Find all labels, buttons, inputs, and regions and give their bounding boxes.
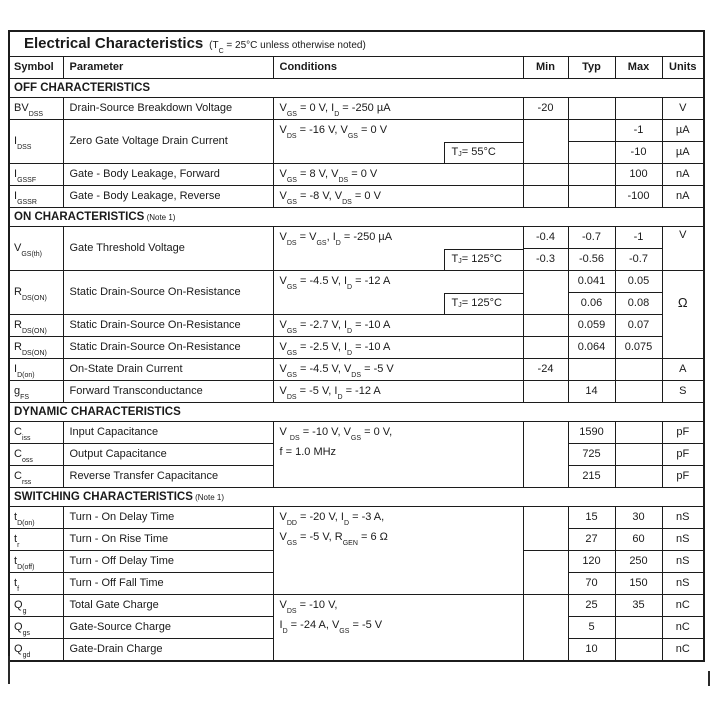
- condition-line: $V_{DS} = -16$ V, $V_{GS} = 0$ V: [279, 124, 388, 141]
- min-cell: [523, 271, 568, 315]
- typ-cell: 25: [568, 595, 615, 617]
- symbol-cell: $t_{D(on)}$: [9, 507, 63, 529]
- typ-cell: 0.041: [568, 271, 615, 293]
- symbol-cell: $I_{GSSR}$: [9, 186, 63, 208]
- datasheet-page: [8, 30, 705, 662]
- parameter-cell: Drain-Source Breakdown Voltage: [63, 98, 273, 120]
- max-cell: -1: [615, 120, 662, 142]
- section-title: OFF CHARACTERISTICS: [14, 81, 151, 94]
- symbol-cell: $I_{DSS}$: [9, 120, 63, 164]
- parameter-cell: Turn - On Rise Time: [63, 529, 273, 551]
- typ-cell: 1590: [568, 422, 615, 444]
- units-cell: V: [662, 98, 704, 120]
- condition-line: $I_D = -24$ A, $V_{GS} = -5$ V: [279, 619, 383, 636]
- parameter-cell: On-State Drain Current: [63, 359, 273, 381]
- table-row: [9, 337, 704, 359]
- conditions-cell: [273, 422, 523, 488]
- table-row: [9, 271, 704, 293]
- min-cell: [523, 164, 568, 186]
- max-cell: 100: [615, 164, 662, 186]
- page-title: Electrical Characteristics: [24, 35, 204, 53]
- section-header-cell: [9, 403, 704, 422]
- min-cell: -0.3: [523, 249, 568, 271]
- units-cell: nS: [662, 573, 704, 595]
- condition-line: $V_{GS} = -8$ V, $V_{DS} = 0$ V: [279, 190, 381, 207]
- symbol-cell: $V_{GS(th)}$: [9, 227, 63, 271]
- condition-line: $V_{DS} = V_{GS}$, $I_D = -250$ µA: [279, 231, 393, 248]
- conditions-cell: [273, 120, 523, 164]
- condition-line: $V_{GS} = -2.5$ V, $I_D = -10$ A: [279, 341, 391, 358]
- condition-line: $V_{GS} = 8$ V, $V_{DS} = 0$ V: [279, 168, 378, 185]
- min-cell: [523, 422, 568, 488]
- max-cell: [615, 98, 662, 120]
- column-header-conditions: Conditions: [273, 57, 523, 79]
- max-cell: -10: [615, 142, 662, 164]
- typ-cell: -0.7: [568, 227, 615, 249]
- typ-cell: 0.064: [568, 337, 615, 359]
- parameter-cell: Total Gate Charge: [63, 595, 273, 617]
- symbol-cell: $t_r$: [9, 529, 63, 551]
- typ-cell: 120: [568, 551, 615, 573]
- symbol-cell: $R_{DS(ON)}$: [9, 337, 63, 359]
- max-cell: 60: [615, 529, 662, 551]
- column-header-row: [9, 57, 704, 79]
- condition-line: $V_{GS} = -5$ V, $R_{GEN} = 6$ Ω: [279, 531, 388, 548]
- column-header-min: Min: [523, 57, 568, 79]
- max-cell: -0.7: [615, 249, 662, 271]
- symbol-cell: $I_{D(on)}$: [9, 359, 63, 381]
- min-cell: [523, 315, 568, 337]
- condition-line: $V_{GS} = -2.7$ V, $I_D = -10$ A: [279, 319, 391, 336]
- units-cell: nA: [662, 186, 704, 208]
- table-title-row: [9, 31, 704, 57]
- section-title: SWITCHING CHARACTERISTICS: [14, 490, 193, 503]
- units-cell: nS: [662, 507, 704, 529]
- section-header-cell: [9, 79, 704, 98]
- symbol-cell: $R_{DS(ON)}$: [9, 271, 63, 315]
- typ-cell: 70: [568, 573, 615, 595]
- units-cell: µA: [662, 142, 704, 164]
- parameter-cell: Static Drain-Source On-Resistance: [63, 271, 273, 315]
- max-cell: 0.08: [615, 293, 662, 315]
- conditions-cell: [273, 164, 523, 186]
- typ-cell: 0.06: [568, 293, 615, 315]
- page-edge-mark-left: [8, 656, 10, 684]
- units-cell: A: [662, 359, 704, 381]
- units-cell: µA: [662, 120, 704, 142]
- conditions-cell: [273, 98, 523, 120]
- max-cell: 0.075: [615, 337, 662, 359]
- parameter-cell: Gate-Drain Charge: [63, 639, 273, 662]
- table-row: [9, 120, 704, 142]
- section-header-cell: [9, 488, 704, 507]
- symbol-cell: $R_{DS(ON)}$: [9, 315, 63, 337]
- condition-line: f = 1.0 MHz: [279, 446, 337, 458]
- units-cell: nC: [662, 595, 704, 617]
- table-row: [9, 422, 704, 444]
- units-cell: nC: [662, 617, 704, 639]
- conditions-cell: [273, 271, 523, 315]
- symbol-cell: $I_{GSSF}$: [9, 164, 63, 186]
- symbol-cell: $t_f$: [9, 573, 63, 595]
- table-row: [9, 164, 704, 186]
- parameter-cell: Reverse Transfer Capacitance: [63, 466, 273, 488]
- min-cell: [523, 186, 568, 208]
- conditions-cell: [273, 595, 523, 662]
- condition-line: $V_{GS} = -4.5$ V, $V_{DS} = -5$ V: [279, 363, 394, 380]
- sub-condition-box: T $_J$ = 55°C: [444, 142, 523, 163]
- max-cell: [615, 422, 662, 444]
- min-cell: [523, 381, 568, 403]
- column-header-parameter: Parameter: [63, 57, 273, 79]
- conditions-cell: [273, 359, 523, 381]
- max-cell: 150: [615, 573, 662, 595]
- symbol-cell: $C_{iss}$: [9, 422, 63, 444]
- section-title: ON CHARACTERISTICS: [14, 210, 145, 223]
- min-cell: -20: [523, 98, 568, 120]
- conditions-cell: [273, 186, 523, 208]
- title-condition-note: ($T_C = 25^\circ C$ unless otherwise noted): [209, 40, 366, 56]
- max-cell: 35: [615, 595, 662, 617]
- sub-condition-box: T $_J$ = 125°C: [444, 249, 523, 270]
- parameter-cell: Output Capacitance: [63, 444, 273, 466]
- typ-cell: -0.56: [568, 249, 615, 271]
- table-row: [9, 315, 704, 337]
- max-cell: 30: [615, 507, 662, 529]
- max-cell: [615, 639, 662, 662]
- typ-cell: [568, 164, 615, 186]
- condition-line: $V_{GS} = 0$ V, $I_D = -250$ µA: [279, 102, 391, 119]
- symbol-cell: $BV_{DSS}$: [9, 98, 63, 120]
- symbol-cell: $Q_g$: [9, 595, 63, 617]
- typ-cell: [568, 98, 615, 120]
- max-cell: 0.05: [615, 271, 662, 293]
- units-cell: [662, 271, 704, 359]
- conditions-cell: [273, 315, 523, 337]
- electrical-characteristics-table: [8, 30, 705, 662]
- units-cell: nS: [662, 551, 704, 573]
- symbol-cell: $g_{FS}$: [9, 381, 63, 403]
- typ-cell: 215: [568, 466, 615, 488]
- typ-cell: 14: [568, 381, 615, 403]
- typ-cell: [568, 142, 615, 164]
- units-cell: S: [662, 381, 704, 403]
- parameter-cell: Gate-Source Charge: [63, 617, 273, 639]
- ohm-symbol: Ω: [677, 295, 688, 310]
- max-cell: [615, 466, 662, 488]
- parameter-cell: Forward Transconductance: [63, 381, 273, 403]
- typ-cell: [568, 120, 615, 142]
- typ-cell: 5: [568, 617, 615, 639]
- min-cell: [523, 120, 568, 164]
- parameter-cell: Static Drain-Source On-Resistance: [63, 337, 273, 359]
- sub-condition-box: T $_J$ = 125°C: [444, 293, 523, 314]
- typ-cell: 27: [568, 529, 615, 551]
- table-row: [9, 507, 704, 529]
- max-cell: [615, 444, 662, 466]
- section-note: (Note 1): [144, 212, 176, 222]
- min-cell: -24: [523, 359, 568, 381]
- table-row: [9, 186, 704, 208]
- parameter-cell: Turn - Off Fall Time: [63, 573, 273, 595]
- max-cell: -1: [615, 227, 662, 249]
- section-header-row: [9, 403, 704, 422]
- units-cell: nS: [662, 529, 704, 551]
- max-cell: [615, 359, 662, 381]
- section-note: (Note 1): [192, 492, 225, 502]
- parameter-cell: Gate Threshold Voltage: [63, 227, 273, 271]
- condition-line: $V_{GS} = -4.5$ V, $I_D = -12$ A: [279, 275, 391, 292]
- conditions-cell: [273, 337, 523, 359]
- table-row: [9, 381, 704, 403]
- typ-cell: 15: [568, 507, 615, 529]
- condition-line: $V_{DS} = -10$ V,: [279, 599, 338, 616]
- min-cell: [523, 337, 568, 359]
- section-title: DYNAMIC CHARACTERISTICS: [14, 405, 181, 418]
- max-cell: -100: [615, 186, 662, 208]
- min-cell: [523, 595, 568, 662]
- max-cell: [615, 381, 662, 403]
- symbol-cell: $Q_{gd}$: [9, 639, 63, 662]
- typ-cell: [568, 359, 615, 381]
- condition-line: $V_{DS} = -5$ V, $I_D = -12$ A: [279, 385, 381, 402]
- parameter-cell: Input Capacitance: [63, 422, 273, 444]
- parameter-cell: Static Drain-Source On-Resistance: [63, 315, 273, 337]
- section-header-row: [9, 79, 704, 98]
- column-header-typ: Typ: [568, 57, 615, 79]
- units-cell: nA: [662, 164, 704, 186]
- min-cell: -0.4: [523, 227, 568, 249]
- condition-line: $V_{DD} = -20$ V, $I_D = -3$ A,: [279, 511, 385, 528]
- units-cell: nC: [662, 639, 704, 662]
- units-cell: V: [662, 227, 704, 271]
- max-cell: 0.07: [615, 315, 662, 337]
- min-cell: [523, 551, 568, 595]
- column-header-symbol: Symbol: [9, 57, 63, 79]
- column-header-units: Units: [662, 57, 704, 79]
- parameter-cell: Turn - Off Delay Time: [63, 551, 273, 573]
- min-cell: [523, 507, 568, 551]
- symbol-cell: $C_{rss}$: [9, 466, 63, 488]
- conditions-cell: [273, 507, 523, 595]
- conditions-cell: [273, 381, 523, 403]
- parameter-cell: Gate - Body Leakage, Reverse: [63, 186, 273, 208]
- symbol-cell: $C_{oss}$: [9, 444, 63, 466]
- column-header-max: Max: [615, 57, 662, 79]
- symbol-cell: $Q_{gs}$: [9, 617, 63, 639]
- section-header-row: [9, 208, 704, 227]
- table-row: [9, 98, 704, 120]
- units-cell: pF: [662, 466, 704, 488]
- max-cell: 250: [615, 551, 662, 573]
- units-cell: pF: [662, 422, 704, 444]
- table-row: [9, 227, 704, 249]
- typ-cell: 725: [568, 444, 615, 466]
- condition-line: V $_{DS}$ = -10 V, $V_{GS} = 0$ V,: [279, 426, 393, 443]
- typ-cell: [568, 186, 615, 208]
- section-header-row: [9, 488, 704, 507]
- units-cell: pF: [662, 444, 704, 466]
- typ-cell: 10: [568, 639, 615, 662]
- typ-cell: 0.059: [568, 315, 615, 337]
- table-row: [9, 595, 704, 617]
- symbol-cell: $t_{D(off)}$: [9, 551, 63, 573]
- parameter-cell: Gate - Body Leakage, Forward: [63, 164, 273, 186]
- parameter-cell: Zero Gate Voltage Drain Current: [63, 120, 273, 164]
- conditions-cell: [273, 227, 523, 271]
- table-row: [9, 359, 704, 381]
- parameter-cell: Turn - On Delay Time: [63, 507, 273, 529]
- max-cell: [615, 617, 662, 639]
- section-header-cell: [9, 208, 704, 227]
